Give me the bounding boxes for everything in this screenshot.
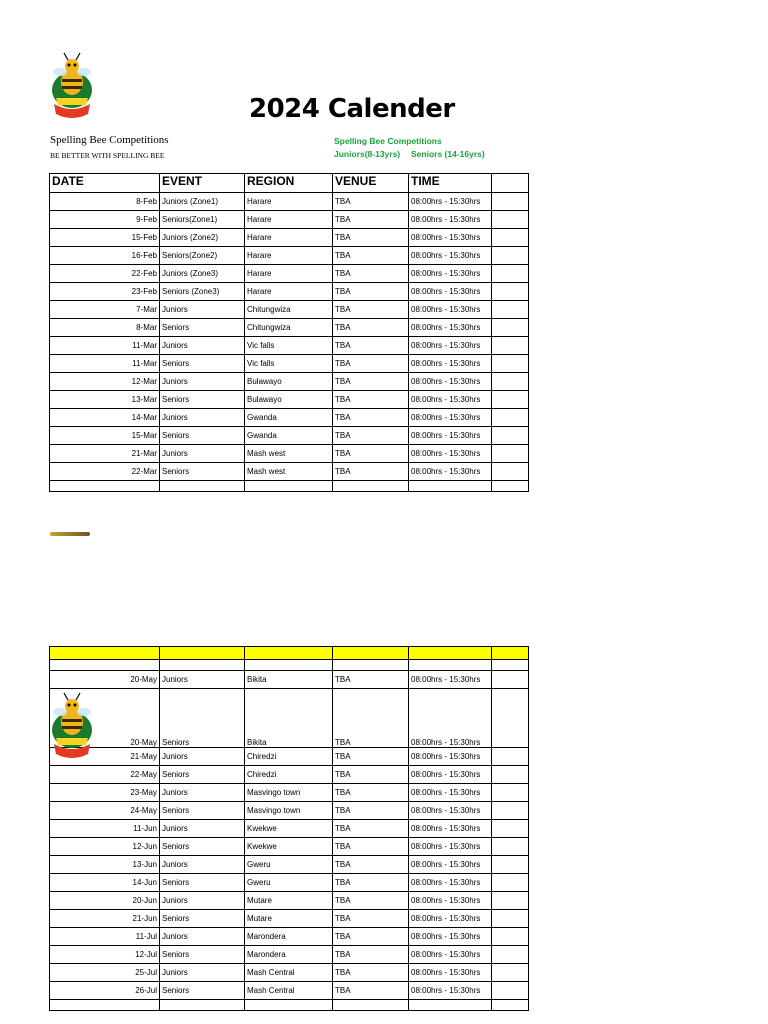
table-row: 23-Feb Seniors (Zone3) Harare TBA 08:00hrs - 15:30hrs [50,283,529,301]
table-row: 21-Mar Juniors Mash west TBA 08:00hrs - 15:30hrs [50,445,529,463]
table-row: 22-Mar Seniors Mash west TBA 08:00hrs - 15:30hrs [50,463,529,481]
table-row: 24-May Seniors Masvingo town TBA 08:00hrs - 15:30hrs [50,802,529,820]
table-row: 12-Jul Seniors Marondera TBA 08:00hrs - 15:30hrs [50,946,529,964]
table-row: 16-Feb Seniors(Zone2) Harare TBA 08:00hrs - 15:30hrs [50,247,529,265]
empty-row [50,1000,529,1011]
table-row: 12-Jun Seniors Kwekwe TBA 08:00hrs - 15:30hrs [50,838,529,856]
table-row: 11-Mar Juniors Vic falls TBA 08:00hrs - 15:30hrs [50,337,529,355]
header-blank [492,174,529,193]
empty-row [50,481,529,492]
org-tagline: BE BETTER WITH SPELLING BEE [50,151,165,160]
table-row: 21-May Juniors Chiredzi TBA 08:00hrs - 15:30hrs [50,748,529,766]
categories-heading: Spelling Bee Competitions [334,136,442,146]
schedule-table-2 [49,646,529,1011]
page-title: 2024 Calender [249,94,455,124]
table-row: 25-Jul Juniors Mash Central TBA 08:00hrs - 15:30hrs [50,964,529,982]
seniors-age-label: Seniors (14-16yrs) [411,149,485,159]
table-row: 21-Jun Seniors Mutare TBA 08:00hrs - 15:30hrs [50,910,529,928]
table-row: 7-Mar Juniors Chitungwiza TBA 08:00hrs - 15:30hrs [50,301,529,319]
table-row: 11-Jun Juniors Kwekwe TBA 08:00hrs - 15:30hrs [50,820,529,838]
table-row: 20-May Juniors Bikita TBA 08:00hrs - 15:30hrs [50,671,529,689]
table-row: 23-May Juniors Masvingo town TBA 08:00hrs - 15:30hrs [50,784,529,802]
table-row: 11-Mar Seniors Vic falls TBA 08:00hrs - 15:30hrs [50,355,529,373]
table-row: 20-May Seniors Bikita TBA 08:00hrs - 15:30hrs [50,689,529,748]
yellow-header-row [50,647,529,660]
table-row: 12-Mar Juniors Bulawayo TBA 08:00hrs - 15:30hrs [50,373,529,391]
table-header-row [50,174,529,193]
table-row: 9-Feb Seniors(Zone1) Harare TBA 08:00hrs - 15:30hrs [50,211,529,229]
header-date: DATE [50,174,160,193]
table-row: 22-Feb Juniors (Zone3) Harare TBA 08:00hrs - 15:30hrs [50,265,529,283]
table-row: 15-Mar Seniors Gwanda TBA 08:00hrs - 15:30hrs [50,427,529,445]
table-row: 13-Jun Juniors Gweru TBA 08:00hrs - 15:30hrs [50,856,529,874]
bee-logo-bottom [48,692,96,766]
juniors-age-label: Juniors(8-13yrs) [334,149,401,159]
header-venue: VENUE [333,174,409,193]
table-row: 11-Jul Juniors Marondera TBA 08:00hrs - 15:30hrs [50,928,529,946]
header-time: TIME [409,174,492,193]
table-row: 13-Mar Seniors Bulawayo TBA 08:00hrs - 15:30hrs [50,391,529,409]
table-row: 20-Jun Juniors Mutare TBA 08:00hrs - 15:30hrs [50,892,529,910]
table-row: 8-Feb Juniors (Zone1) Harare TBA 08:00hrs - 15:30hrs [50,193,529,211]
logo-fragment [50,532,90,536]
table-row: 26-Jul Seniors Mash Central TBA 08:00hrs - 15:30hrs [50,982,529,1000]
bee-logo-top [48,52,96,126]
schedule-table-1 [49,173,529,492]
table-row: 8-Mar Seniors Chitungwiza TBA 08:00hrs - 15:30hrs [50,319,529,337]
empty-row [50,660,529,671]
table-row: 14-Jun Seniors Gweru TBA 08:00hrs - 15:30hrs [50,874,529,892]
header-event: EVENT [160,174,245,193]
org-name: Spelling Bee Competitions [50,134,169,146]
header-region: REGION [245,174,333,193]
table-row: 15-Feb Juniors (Zone2) Harare TBA 08:00hrs - 15:30hrs [50,229,529,247]
table-row: 14-Mar Juniors Gwanda TBA 08:00hrs - 15:30hrs [50,409,529,427]
table-row: 22-May Seniors Chiredzi TBA 08:00hrs - 15:30hrs [50,766,529,784]
